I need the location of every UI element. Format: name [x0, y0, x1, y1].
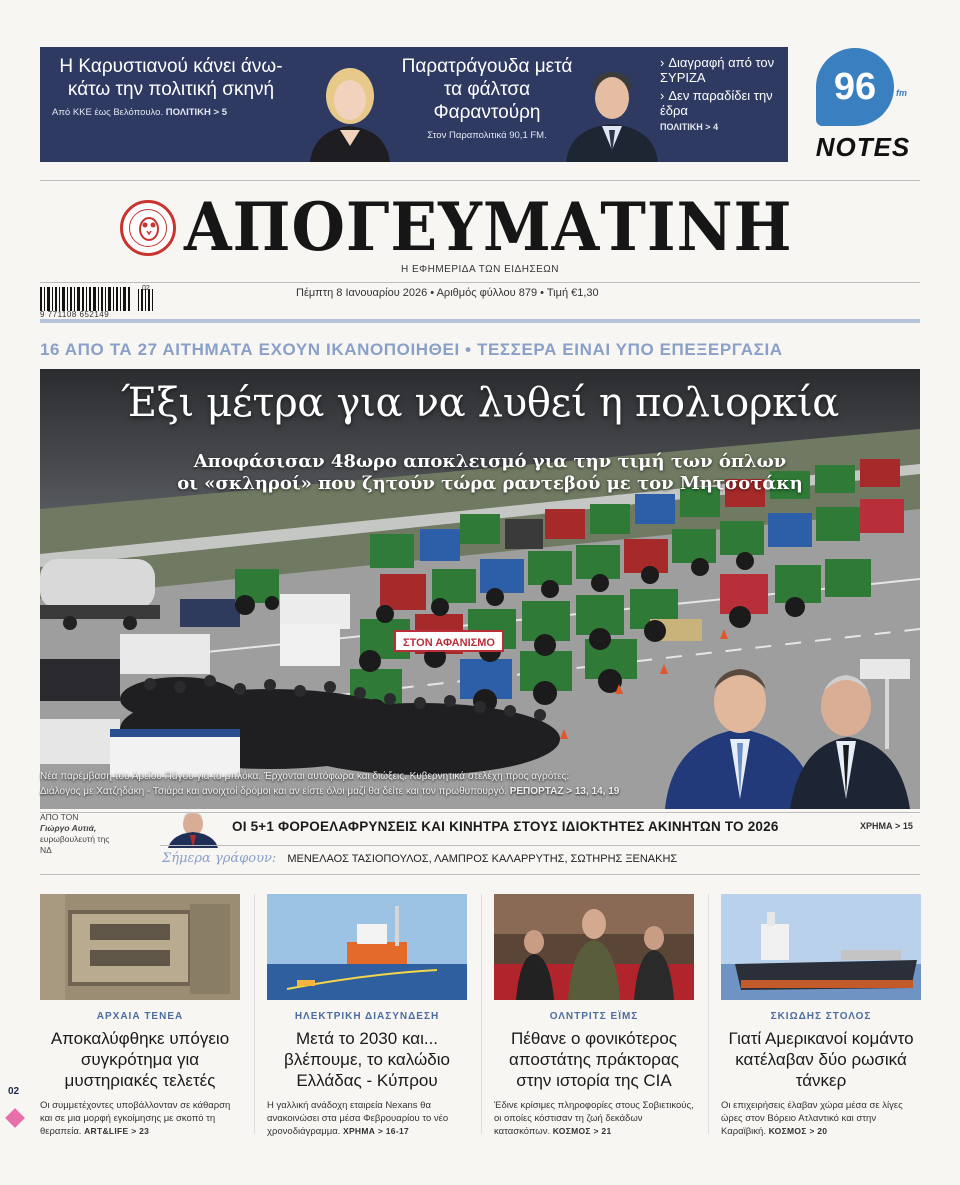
story-title: Αποκαλύφθηκε υπόγειο συγκρότημα για μυστηριακές τελετές: [50, 1029, 230, 1090]
cable-ship-photo: [267, 894, 467, 1000]
arrow-icon: >: [895, 821, 901, 831]
promo-sub: Στον Παραπολιτικά 90,1 FM.: [427, 130, 547, 141]
tax-author-role: ευρωβουλευτή της ΝΔ: [40, 834, 110, 855]
story-ref-section: ART&LIFE: [84, 1126, 129, 1136]
woman-portrait: [304, 54, 396, 162]
lead-deck-line: Αποφάσισαν 48ωρο αποκλεισμό για την τιμή των όπλων: [193, 451, 787, 472]
masthead-tagline: Η ΕΦΗΜΕΡΙΔΑ ΤΩΝ ΕΙΔΗΣΕΩΝ: [400, 264, 559, 275]
story-summary: [721, 1099, 921, 1138]
divider: [40, 180, 920, 181]
tax-page: 15: [902, 821, 913, 831]
story-ref-section: ΚΟΣΜΟΣ: [552, 1126, 591, 1136]
story-summary: [40, 1099, 240, 1138]
divider: [160, 845, 920, 846]
promo-section: ΠΟΛΙΤΙΚΗ: [165, 107, 211, 118]
story-summary-text: Η γαλλική ανάδοχη εταιρεία Nexans θα ανακοινώσει στα μέσα Φεβρουαρίου το νέο χρονοδιάγραμμα.: [267, 1100, 449, 1137]
caption-pages: 13, 14, 19: [574, 786, 620, 797]
arrow-icon: >: [131, 1126, 137, 1136]
promo-page: 5: [221, 107, 228, 118]
story-summary: [267, 1099, 467, 1138]
arrow-icon: >: [593, 1126, 599, 1136]
arrow-icon: >: [213, 107, 220, 118]
lead-caption: [40, 769, 664, 799]
arrow-icon: >: [377, 1126, 384, 1136]
divider: [40, 282, 920, 283]
newspaper-emblem-icon: [120, 200, 176, 256]
arrow-icon: >: [705, 122, 711, 132]
story-tag: ΟΛΝΤΡΙΤΣ ΕΪΜΣ: [549, 1011, 639, 1022]
story-card[interactable]: [267, 894, 467, 1138]
story-card[interactable]: [721, 894, 921, 1138]
dateline: Πέμπτη 8 Ιανουαρίου 2026 • Αριθμός φύλλου 879 • Τιμή €1,30: [296, 287, 599, 299]
story-summary: [494, 1099, 694, 1138]
tax-author-prefix: ΑΠΟ ΤΟΝ: [40, 812, 79, 822]
lead-deck: [140, 451, 840, 495]
owl-icon: [135, 213, 163, 243]
story-tag: ΗΛΕΚΤΡΙΚΗ ΔΙΑΣΥΝΔΕΣΗ: [294, 1011, 440, 1022]
arrow-icon: >: [809, 1126, 815, 1136]
divider: [708, 894, 709, 1134]
writers-line: [162, 851, 677, 866]
promo-story-farantouri[interactable]: [392, 55, 582, 141]
divider: [481, 894, 482, 1134]
story-ref: [343, 1126, 409, 1136]
story-ref-pages: 21: [601, 1126, 612, 1136]
story-summary-text: Οι επιχειρήσεις έλαβαν χώρα μέσα σε λίγες ώρες στον Βόρειο Ατλαντικό και στην Καραϊβική.: [721, 1100, 903, 1137]
story-ref-pages: 20: [817, 1126, 828, 1136]
story-tag: ΑΡΧΑΙΑ ΤΕΝΕΑ: [96, 1011, 184, 1022]
story-summary-text: Οι συμμετέχοντες υποβάλλονταν σε κάθαρση και σε μια μορφή εγκοίμησης με σκοπό τη θεραπεία.: [40, 1100, 231, 1137]
promo-sub-text: Από ΚΚΕ έως Βελόπουλο.: [52, 107, 164, 118]
promo-bullet: [660, 88, 784, 118]
divider: [40, 874, 920, 875]
story-title: Γιατί Αμερικανοί κομάντο κατέλαβαν δύο ρωσικά τάνκερ: [728, 1029, 914, 1090]
caption-line: Νέα παρέμβαση του Αρείου Πάγου για τα μπλόκα. Έρχονται αυτόφωρα και διώξεις. Κυβερνητικά στελέχη προς αγρότες:: [40, 771, 570, 782]
diamond-icon: [5, 1108, 25, 1128]
tax-author: [40, 812, 120, 856]
tax-headline[interactable]: ΟΙ 5+1 ΦΟΡΟΕΛΑΦΡΥΝΣΕΙΣ ΚΑΙ ΚΙΝΗΤΡΑ ΣΤΟΥΣ ΙΔΙΟΚΤΗΤΕΣ ΑΚΙΝΗΤΩΝ ΤΟ 2026: [232, 819, 779, 834]
divider: [254, 894, 255, 1134]
barcode-number: 9 771108 652149: [40, 310, 110, 319]
masthead-title[interactable]: ΑΠΟΓΕΥΜΑΤΙΝΗ: [184, 188, 793, 266]
protest-banner-text: ΣΤΟΝ ΑΦΑΝΙΣΜΟ: [403, 637, 495, 649]
promo-page: 4: [713, 122, 719, 132]
radio-fm: fm: [896, 88, 907, 98]
story-card[interactable]: [40, 894, 240, 1138]
story-tag: ΣΚΙΩΔΗΣ ΣΤΟΛΟΣ: [770, 1011, 872, 1022]
radio-96-notes-ad[interactable]: [808, 48, 920, 163]
tax-section: ΧΡΗΜΑ: [860, 821, 893, 831]
promo-sub: [52, 107, 290, 118]
tax-section-ref: [860, 821, 913, 831]
story-ref-pages: 23: [139, 1126, 150, 1136]
arrow-icon: >: [566, 786, 573, 797]
radio-number: 96: [816, 48, 894, 126]
caption-line: [40, 784, 664, 799]
lead-kicker: 16 ΑΠΟ ΤΑ 27 ΑΙΤΗΜΑΤΑ ΕΧΟΥΝ ΙΚΑΝΟΠΟΙΗΘΕΙ • ΤΕΣΣΕΡΑ ΕΙΝΑΙ ΥΠΟ ΕΠΕΞΕΡΓΑΣΙΑ: [40, 340, 783, 359]
writers-names: ΜΕΝΕΛΑΟΣ ΤΑΣΙΟΠΟΥΛΟΣ, ΛΑΜΠΡΟΣ ΚΑΛΑΡΡΥΤΗΣ, ΣΩΤΗΡΗΣ ΞΕΝΑΚΗΣ: [287, 853, 678, 865]
masthead-rule: [40, 319, 920, 323]
promo-headline: Παρατράγουδα μετά τα φάλτσα Φαραντούρη: [401, 56, 573, 123]
story-ref: [84, 1126, 149, 1136]
writers-label: Σήμερα γράφουν:: [162, 851, 277, 866]
page-number: 02: [8, 1086, 20, 1097]
lead-headline[interactable]: Έξι μέτρα για να λυθεί η πολιορκία: [121, 380, 839, 426]
story-ref-section: ΚΟΣΜΟΣ: [768, 1126, 807, 1136]
author-portrait: [160, 808, 226, 848]
story-summary-text: Έδινε κρίσιμες πληροφορίες στους Σοβιετικούς, οι οποίες κόστισαν τη ζωή δεκάδων κατασκόπων.: [494, 1100, 694, 1137]
story-title: Πέθανε ο φονικότερος αποστάτης πράκτορας στην ιστορία της CIA: [509, 1029, 679, 1090]
story-title: Μετά το 2030 και... βλέπουμε, το καλώδιο Ελλάδας - Κύπρου: [284, 1029, 450, 1090]
story-card[interactable]: [494, 894, 694, 1138]
promo-section: ΠΟΛΙΤΙΚΗ: [660, 122, 703, 132]
story-ref: [553, 1126, 612, 1136]
promo-bullet: [660, 55, 784, 85]
promo-banner: [40, 47, 788, 162]
promo-story-karystianou[interactable]: [52, 55, 290, 118]
promo-bullet-text: Διαγραφή από τον ΣΥΡΙΖΑ: [660, 55, 775, 85]
radio-brand: NOTES: [815, 132, 911, 162]
promo-sub: [660, 122, 784, 132]
man-portrait: [562, 55, 665, 162]
chevron-right-icon: ›: [660, 55, 665, 70]
tax-author-name: Γιώργο Αυτιά,: [40, 823, 97, 833]
promo-headline: Η Καρυστιανού κάνει άνω-κάτω την πολιτική σκηνή: [59, 56, 283, 100]
story-ref-section: ΧΡΗΜΑ: [342, 1126, 376, 1136]
caption-ref: ΡΕΠΟΡΤΑΖ: [509, 786, 564, 797]
story-ref: [769, 1126, 828, 1136]
barcode-issue: 02: [142, 285, 150, 292]
promo-bullet-text: Δεν παραδίδει την έδρα: [660, 88, 773, 118]
tax-author-line: [40, 823, 120, 834]
story-ref-pages: 16-17: [385, 1126, 410, 1136]
lead-deck-line: οι «σκληροί» που ζητούν τώρα ραντεβού με τον Μητσοτάκη: [177, 473, 803, 494]
tractor-blockade-photo[interactable]: [40, 369, 920, 809]
promo-story-syriza[interactable]: [660, 55, 784, 132]
tanker-photo: [721, 894, 921, 1000]
chevron-right-icon: ›: [660, 88, 665, 103]
caption-line-text: Διάλογος με Χατζηδάκη - Τσιάρα και ανοιχτοί δρόμοι και αν είστε όλοι μαζί θα δείτε και τον πρωθυπουργό.: [40, 786, 507, 797]
cia-agent-photo: [494, 894, 694, 1000]
archaeology-photo: [40, 894, 240, 1000]
